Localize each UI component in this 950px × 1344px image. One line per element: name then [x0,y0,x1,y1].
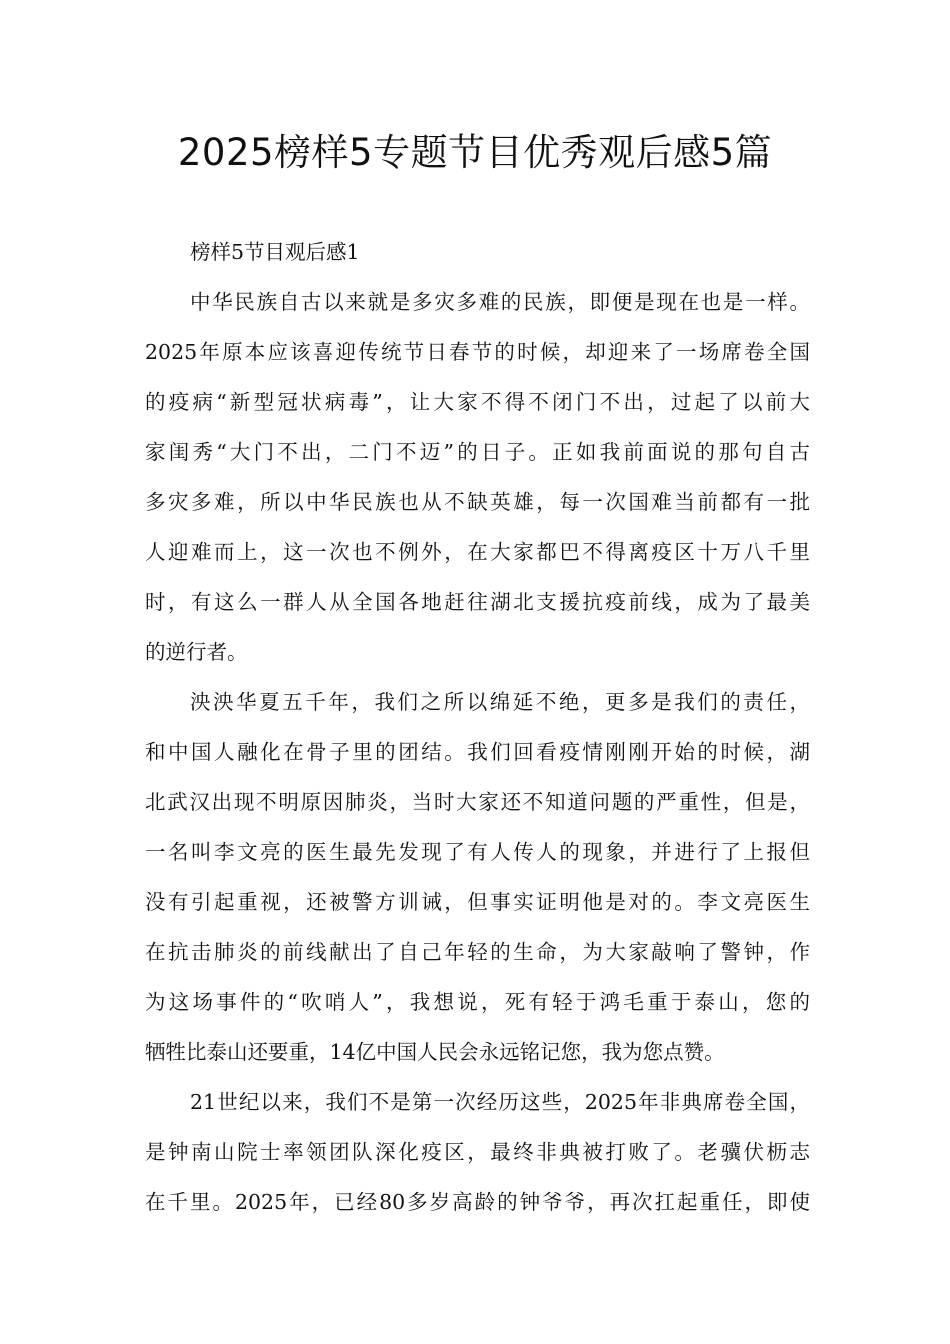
paragraph-line: 人迎难而上，这一次也不例外，在大家都巴不得离疫区十万八千里 [145,540,810,564]
paragraph-line: 没有引起重视，还被警方训诫，但事实证明他是对的。李文亮医生 [145,890,810,914]
document-title: 2025榜样5专题节目优秀观后感5篇 [177,131,773,174]
paragraph-line: 家闺秀“大门不出，二门不迈”的日子。正如我前面说的那句自古 [145,440,810,464]
paragraph-line: 北武汉出现不明原因肺炎，当时大家还不知道问题的严重性，但是， [145,790,810,814]
paragraph-line: 在抗击肺炎的前线献出了自己年轻的生命，为大家敲响了警钟，作 [145,940,810,964]
paragraph-line: 泱泱华夏五千年，我们之所以绵延不绝，更多是我们的责任， [190,690,810,714]
paragraph-line: 中华民族自古以来就是多灾多难的民族，即便是现在也是一样。 [190,290,810,314]
section-heading: 榜样5节目观后感1 [190,240,360,264]
paragraph-line: 时，有这么一群人从全国各地赶往湖北支援抗疫前线，成为了最美 [145,590,810,614]
paragraph-line: 的逆行者。 [145,640,248,664]
paragraph-line: 2025年原本应该喜迎传统节日春节的时候，却迎来了一场席卷全国 [145,340,810,364]
paragraph-line: 21世纪以来，我们不是第一次经历这些，2025年非典席卷全国， [190,1090,810,1114]
paragraph-line: 多灾多难，所以中华民族也从不缺英雄，每一次国难当前都有一批 [145,490,810,514]
paragraph-line: 和中国人融化在骨子里的团结。我们回看疫情刚刚开始的时候，湖 [145,740,810,764]
paragraph-line: 的疫病“新型冠状病毒”，让大家不得不闭门不出，过起了以前大 [145,390,810,414]
paragraph-line: 在千里。2025年，已经80多岁高龄的钟爷爷，再次扛起重任，即使 [145,1190,810,1214]
paragraph-line: 为这场事件的“吹哨人”，我想说，死有轻于鸿毛重于泰山，您的 [145,990,810,1014]
paragraph-line: 一名叫李文亮的医生最先发现了有人传人的现象，并进行了上报但 [145,840,810,864]
paragraph-line: 牺牲比泰山还要重，14亿中国人民会永远铭记您，我为您点赞。 [145,1040,725,1064]
paragraph-line: 是钟南山院士率领团队深化疫区，最终非典被打败了。老骥伏枥志 [145,1140,810,1164]
